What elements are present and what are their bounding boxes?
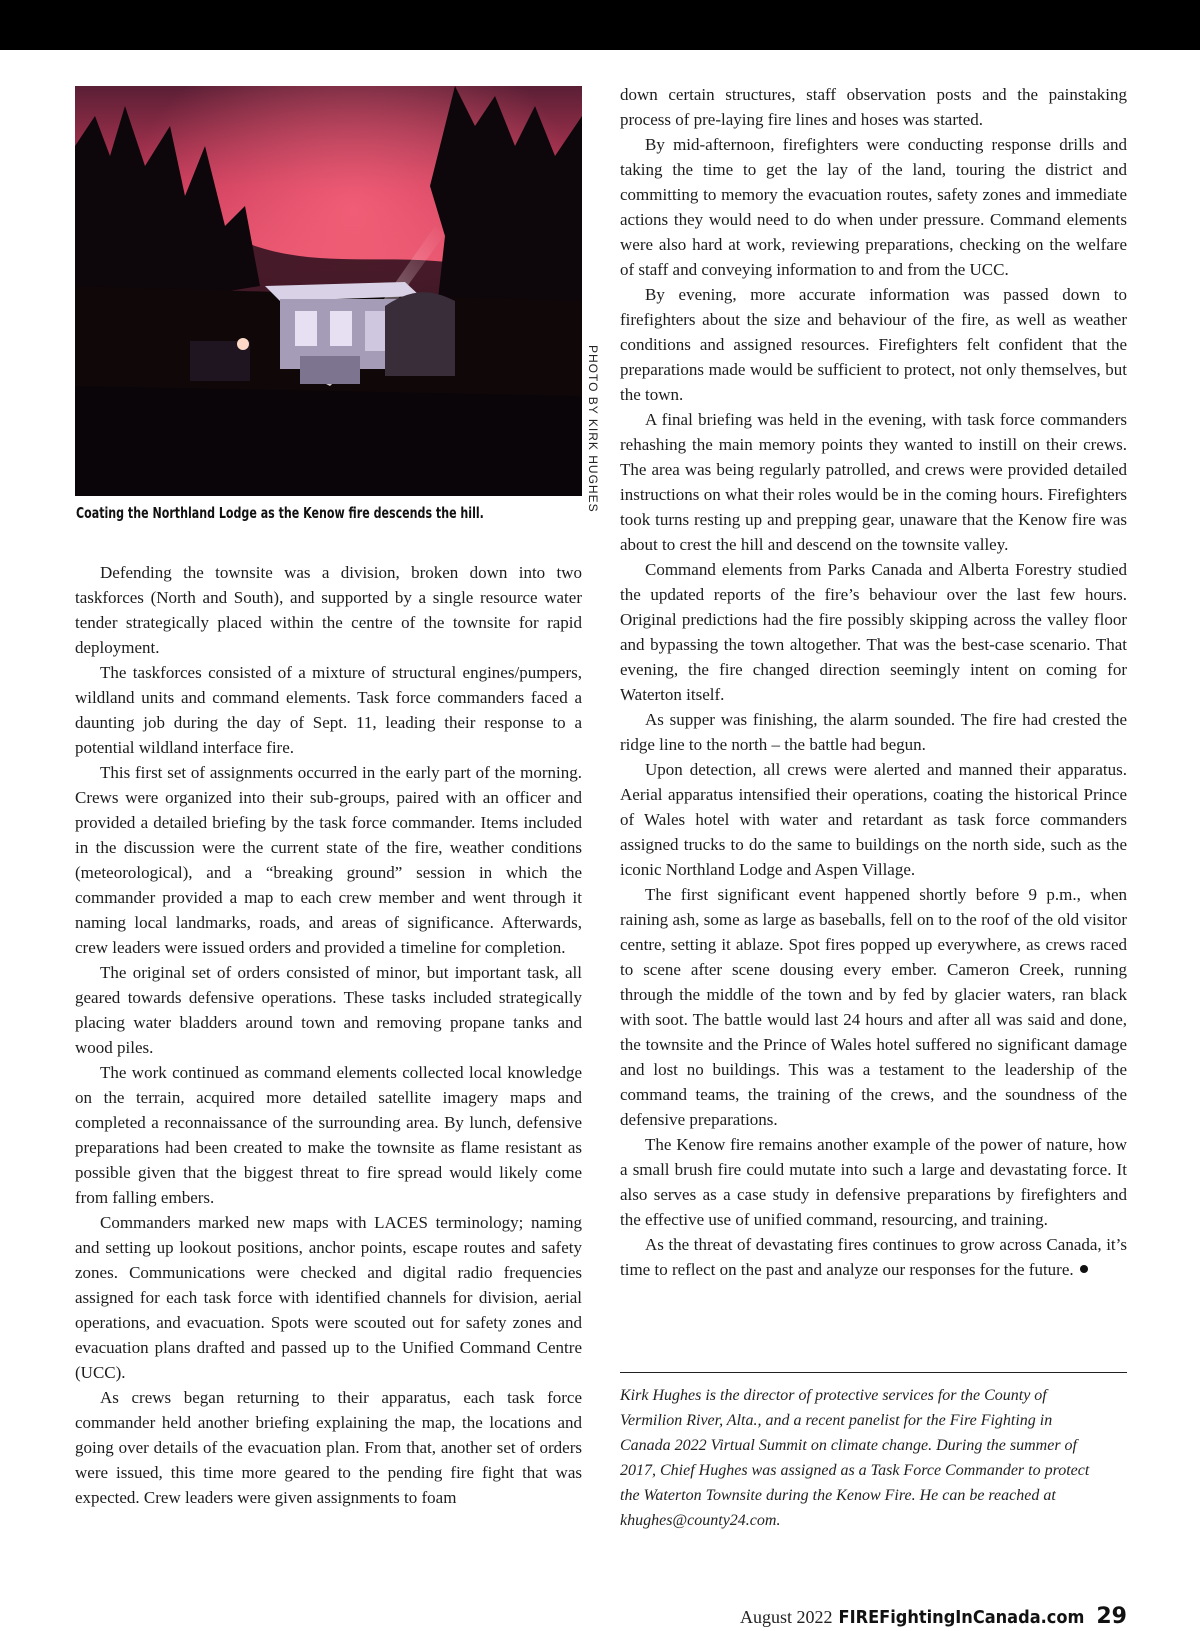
paragraph: The work continued as command elements collected local knowledge on the terrain, acquired more detailed satellite imagery maps and completed a reconnaissance of the surrounding area. By lunch, defensive preparations had been created to make the townsite as flame resistant as possible given that the biggest threat to fire spread would likely come from falling embers. (75, 1063, 582, 1207)
top-black-band (0, 0, 1200, 50)
fire-night-scene-image (75, 86, 582, 496)
paragraph: By mid-afternoon, firefighters were conducting response drills and taking the time to get the lay of the land, touring the district and committing to memory the evacuation routes, safety zones and immediate actions they would need to do when under pressure. Command elements were also hard at work, reviewing preparations, checking on the welfare of staff and conveying information to and from the UCC. (620, 135, 1127, 279)
paragraph: This first set of assignments occurred in the early part of the morning. Crews were organized into their sub-groups, paired with an officer and provided a detailed briefing by the task force commander. Items included in the discussion were the current state of the fire, weather conditions (meteorological), and a “breaking ground” session in which the commander provided a map to each crew member and went through it naming local landmarks, roads, and areas of significance. Afterwards, crew leaders were issued orders and provided a timeline for completion. (75, 763, 582, 957)
paragraph: The Kenow fire remains another example of the power of nature, how a small brush fire could mutate into such a large and devastating force. It also serves as a case study in defensive preparations by firefighters and the effective use of unified command, resourcing, and training. (620, 1135, 1127, 1229)
paragraph: Commanders marked new maps with LACES terminology; naming and setting up lookout positions, anchor points, escape routes and safety zones. Communications were checked and digital radio frequencies assigned for each task force with identified channels for division, aerial operations, and evacuation. Spots were scouted out for safety zones and evacuation plans drafted and passed up to the Unified Command Centre (UCC). (75, 1213, 582, 1382)
page-footer (740, 1604, 1127, 1629)
paragraph-final (620, 1232, 1127, 1282)
paragraph: A final briefing was held in the evening, with task force commanders rehashing the main memory points they wanted to instill on their crews. The area was being regularly patrolled, and crews were provided detailed instructions on what their roles would be in the coming hours. Firefighters took turns resting up and prepping gear, unaware that the Kenow fire was about to crest the hill and descend on the townsite valley. (620, 410, 1127, 554)
final-paragraph-text: As the threat of devastating fires continues to grow across Canada, it’s time to reflect on the past and analyze our responses for the future. (620, 1235, 1127, 1279)
photo-credit: PHOTO BY KIRK HUGHES (586, 345, 600, 513)
author-bio: Kirk Hughes is the director of protective services for the County of Vermilion River, Alta., and a recent panelist for the Fire Fighting in Canada 2022 Virtual Summit on climate change. During the summer of 2017, Chief Hughes was assigned as a Task Force Commander to protect the Waterton Townsite during the Kenow Fire. He can be reached at khughes@county24.com. (620, 1387, 1090, 1529)
paragraph: As supper was finishing, the alarm sounded. The fire had crested the ridge line to the north – the battle had begun. (620, 710, 1127, 754)
article-right-column (620, 82, 1127, 1282)
paragraph: The first significant event happened shortly before 9 p.m., when raining ash, some as large as baseballs, fell on to the roof of the old visitor centre, setting it ablaze. Spot fires popped up everywhere, as crews raced to scene after scene dousing every ember. Cameron Creek, running through the middle of the town and by fed by glacier waters, ran black with soot. The battle would last 24 hours and after all was said and done, the townsite and the Prince of Wales hotel suffered no significant damage and lost no buildings. This was a testament to the leadership of the command teams, the training of the crews, and the soundness of the defensive preparations. (620, 885, 1127, 1129)
article-left-column (75, 560, 582, 1510)
site-name: FIREFightingInCanada.com (838, 1607, 1085, 1628)
paragraph: Upon detection, all crews were alerted and manned their apparatus. Aerial apparatus intensified their operations, coating the historical Prince of Wales hotel with water and retardant as task force commanders assigned trucks to do the same to buildings on the north side, such as the iconic Northland Lodge and Aspen Village. (620, 760, 1127, 879)
paragraph: By evening, more accurate information was passed down to firefighters about the size and behaviour of the fire, as well as weather conditions and assigned resources. Firefighters felt confident that the preparations made would be sufficient to protect, not only themselves, but the town. (620, 285, 1127, 404)
paragraph: Defending the townsite was a division, broken down into two taskforces (North and South), and supported by a single resource water tender strategically placed within the centre of the townsite for rapid deployment. (75, 563, 582, 657)
photo-northland-lodge (75, 86, 582, 496)
issue-date: August 2022 (740, 1607, 833, 1627)
paragraph-continued: down certain structures, staff observation posts and the painstaking process of pre-laying fire lines and hoses was started. (620, 85, 1127, 129)
page-number: 29 (1096, 1604, 1127, 1629)
bio-divider (620, 1372, 1127, 1373)
photo-caption: Coating the Northland Lodge as the Kenow fire descends the hill. (76, 504, 484, 522)
paragraph: The taskforces consisted of a mixture of structural engines/pumpers, wildland units and command elements. Task force commanders faced a daunting job during the day of Sept. 11, leading their response to a potential wildland interface fire. (75, 663, 582, 757)
end-mark-bullet-icon (1080, 1265, 1088, 1273)
paragraph: Command elements from Parks Canada and Alberta Forestry studied the updated reports of the fire’s behaviour over the last few hours. Original predictions had the fire possibly skipping across the valley floor and bypassing the town altogether. That was the best-case scenario. That evening, the fire changed direction seemingly intent on coming for Waterton itself. (620, 560, 1127, 704)
paragraph: The original set of orders consisted of minor, but important task, all geared towards defensive operations. These tasks included strategically placing water bladders around town and removing propane tanks and wood piles. (75, 963, 582, 1057)
paragraph: As crews began returning to their apparatus, each task force commander held another briefing explaining the map, the locations and going over details of the evacuation plan. From that, another set of orders were issued, this time more geared to the pending fire fight that was expected. Crew leaders were given assignments to foam (75, 1388, 582, 1507)
